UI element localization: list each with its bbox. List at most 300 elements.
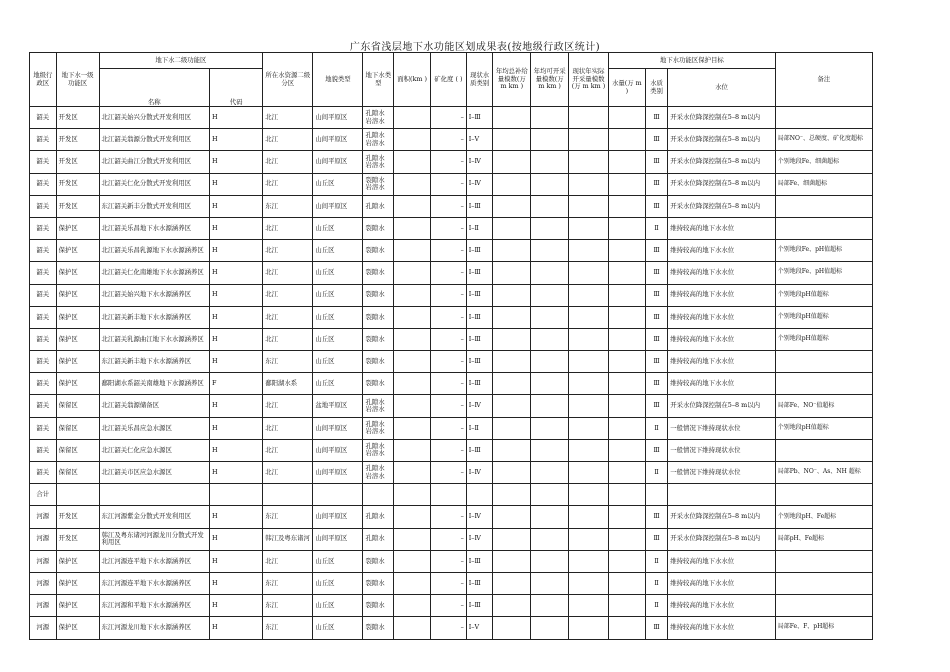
cell-area	[394, 417, 431, 439]
cell-name: 北江韶关乐昌乳源地下水水源涵养区	[99, 240, 209, 262]
cell-qnow: Ⅰ–Ⅲ	[466, 262, 493, 284]
cell-qclass: Ⅱ	[645, 462, 668, 484]
cell-note	[775, 107, 872, 129]
cell-actual	[569, 395, 609, 417]
cell-name: 东江河源紫金分散式开发利用区	[99, 506, 209, 528]
cell-water: 鄱阳湖水系	[263, 373, 313, 395]
cell-recharge	[493, 550, 531, 572]
cell-area	[394, 439, 431, 461]
cell-code: H	[210, 107, 263, 129]
header-level: 水位	[668, 69, 775, 107]
header-zone2-group: 地下水二级功能区	[99, 53, 263, 69]
cell-area	[394, 306, 431, 328]
cell-landform: 山丘区	[313, 595, 363, 617]
cell-zone1: 开发区	[56, 528, 99, 550]
cell-water: 北江	[263, 462, 313, 484]
cell-mineral: –	[430, 151, 466, 173]
cell-mineral: –	[430, 373, 466, 395]
cell-mineral: –	[430, 550, 466, 572]
header-landform: 地貌类型	[313, 53, 363, 107]
cell-type: 裂隙水 岩溶水	[363, 173, 394, 195]
cell-volume	[608, 240, 645, 262]
cell-actual	[569, 351, 609, 373]
cell-water: 北江	[263, 306, 313, 328]
cell-water: 东江	[263, 351, 313, 373]
cell-note: 局部Fe、细菌超标	[775, 173, 872, 195]
cell-recharge	[493, 240, 531, 262]
cell-qclass: Ⅲ	[645, 151, 668, 173]
table-row	[30, 484, 873, 506]
document-title: 广东省浅层地下水功能区划成果表(按地级行政区统计)	[349, 42, 601, 53]
cell-city: 韶关	[30, 195, 57, 217]
cell-area	[394, 284, 431, 306]
cell-qclass: Ⅱ	[645, 417, 668, 439]
cell-landform: 山丘区	[313, 373, 363, 395]
cell-code: H	[210, 284, 263, 306]
cell-city: 韶关	[30, 173, 57, 195]
cell-type: 孔隙水 岩溶水	[363, 462, 394, 484]
cell-water: 北江	[263, 129, 313, 151]
cell-level: 开采水位降深控制在5–8 m以内	[668, 107, 775, 129]
cell-area	[394, 262, 431, 284]
cell-water: 北江	[263, 328, 313, 350]
cell-city: 合计	[30, 484, 57, 506]
cell-level: 维持较高的地下水水位	[668, 595, 775, 617]
cell-name: 北江韶关仁化分散式开发利用区	[99, 173, 209, 195]
cell-name: 北江韶关仁化南雄地下水水源涵养区	[99, 262, 209, 284]
cell-level: 维持较高的地下水水位	[668, 262, 775, 284]
cell-exploitable	[531, 195, 569, 217]
cell-exploitable	[531, 528, 569, 550]
header-volume: 水量(万 m )	[608, 69, 645, 107]
cell-exploitable	[531, 439, 569, 461]
cell-area	[394, 173, 431, 195]
cell-note: 局部Pb、NO⁻、As、NH 超标	[775, 462, 872, 484]
cell-area	[394, 617, 431, 639]
cell-actual	[569, 284, 609, 306]
cell-city: 韶关	[30, 417, 57, 439]
cell-volume	[608, 417, 645, 439]
cell-exploitable	[531, 395, 569, 417]
cell-volume	[608, 595, 645, 617]
cell-water: 东江	[263, 617, 313, 639]
cell-area	[394, 217, 431, 239]
cell-qnow: Ⅰ–Ⅴ	[466, 617, 493, 639]
cell-city: 韶关	[30, 107, 57, 129]
cell-actual	[569, 550, 609, 572]
cell-zone1: 保护区	[56, 617, 99, 639]
cell-landform: 山丘区	[313, 550, 363, 572]
header-exploitable: 年均可开采量模数(万 m km )	[531, 53, 569, 107]
cell-code: H	[210, 129, 263, 151]
cell-name: 北江韶关翁源储备区	[99, 395, 209, 417]
cell-recharge	[493, 528, 531, 550]
cell-area	[394, 328, 431, 350]
cell-recharge	[493, 595, 531, 617]
cell-landform: 山间平原区	[313, 195, 363, 217]
cell-qnow: Ⅰ–Ⅱ	[466, 217, 493, 239]
cell-code: H	[210, 617, 263, 639]
cell-type: 裂隙水	[363, 262, 394, 284]
cell-landform: 山丘区	[313, 173, 363, 195]
cell-name: 北江韶关始兴分散式开发利用区	[99, 107, 209, 129]
cell-note	[775, 550, 872, 572]
cell-qnow: Ⅰ–Ⅲ	[466, 328, 493, 350]
cell-name: 北江韶关市区应急水源区	[99, 462, 209, 484]
cell-volume	[608, 107, 645, 129]
cell-code: H	[210, 395, 263, 417]
cell-note	[775, 195, 872, 217]
cell-exploitable	[531, 262, 569, 284]
cell-note: 局部NO⁻、总硬度、矿化度超标	[775, 129, 872, 151]
cell-zone1: 保护区	[56, 550, 99, 572]
cell-note: 局部Fe、F、pH超标	[775, 617, 872, 639]
cell-code: H	[210, 306, 263, 328]
cell-recharge	[493, 306, 531, 328]
cell-zone1: 保护区	[56, 217, 99, 239]
cell-level	[668, 484, 775, 506]
header-actual: 现状年实际开采量模数(万 m km )	[569, 53, 609, 107]
cell-landform: 山丘区	[313, 328, 363, 350]
cell-landform: 山间平原区	[313, 462, 363, 484]
cell-zone1	[56, 484, 99, 506]
cell-qnow: Ⅰ–Ⅴ	[466, 129, 493, 151]
cell-landform: 山间平原区	[313, 107, 363, 129]
cell-recharge	[493, 506, 531, 528]
cell-recharge	[493, 373, 531, 395]
cell-level: 开采水位降深控制在5–8 m以内	[668, 506, 775, 528]
cell-actual	[569, 506, 609, 528]
cell-water: 北江	[263, 284, 313, 306]
cell-qnow: Ⅰ–Ⅲ	[466, 306, 493, 328]
cell-type: 孔隙水 岩溶水	[363, 107, 394, 129]
cell-recharge	[493, 395, 531, 417]
cell-city: 韶关	[30, 373, 57, 395]
cell-mineral: –	[430, 595, 466, 617]
cell-recharge	[493, 462, 531, 484]
cell-note: 个别地段pH值超标	[775, 328, 872, 350]
cell-code: H	[210, 595, 263, 617]
cell-landform	[313, 484, 363, 506]
cell-qclass: Ⅲ	[645, 129, 668, 151]
cell-mineral: –	[430, 107, 466, 129]
cell-qclass: Ⅲ	[645, 173, 668, 195]
table-row	[30, 195, 873, 217]
cell-water: 北江	[263, 240, 313, 262]
cell-recharge	[493, 351, 531, 373]
cell-type: 裂隙水	[363, 617, 394, 639]
cell-city: 韶关	[30, 439, 57, 461]
cell-exploitable	[531, 595, 569, 617]
cell-recharge	[493, 484, 531, 506]
cell-qnow: Ⅰ–Ⅳ	[466, 395, 493, 417]
cell-recharge	[493, 195, 531, 217]
cell-area	[394, 129, 431, 151]
cell-name	[99, 484, 209, 506]
cell-note: 个别地段Fe、pH值超标	[775, 240, 872, 262]
cell-level: 维持较高的地下水水位	[668, 217, 775, 239]
cell-recharge	[493, 328, 531, 350]
table-row	[30, 617, 873, 639]
cell-note	[775, 572, 872, 594]
cell-level: 维持较高的地下水水位	[668, 306, 775, 328]
cell-recharge	[493, 129, 531, 151]
cell-zone1: 开发区	[56, 173, 99, 195]
cell-zone1: 保护区	[56, 328, 99, 350]
cell-volume	[608, 506, 645, 528]
cell-qnow: Ⅰ–Ⅳ	[466, 506, 493, 528]
cell-zone1: 保护区	[56, 306, 99, 328]
cell-code: H	[210, 550, 263, 572]
cell-note: 个别地段Fe、细菌超标	[775, 151, 872, 173]
cell-volume	[608, 462, 645, 484]
cell-volume	[608, 262, 645, 284]
cell-actual	[569, 572, 609, 594]
cell-zone1: 保留区	[56, 439, 99, 461]
cell-qclass: Ⅲ	[645, 395, 668, 417]
cell-type: 孔隙水	[363, 528, 394, 550]
cell-exploitable	[531, 173, 569, 195]
cell-note	[775, 439, 872, 461]
table-row	[30, 439, 873, 461]
cell-exploitable	[531, 284, 569, 306]
header-zone1: 地下水一级功能区	[56, 53, 99, 107]
cell-code: H	[210, 439, 263, 461]
cell-type	[363, 484, 394, 506]
cell-qnow: Ⅰ–Ⅳ	[466, 151, 493, 173]
header-recharge: 年均总补给量模数(万 m km )	[493, 53, 531, 107]
cell-type: 裂隙水	[363, 240, 394, 262]
cell-qclass: Ⅲ	[645, 195, 668, 217]
cell-code: H	[210, 506, 263, 528]
cell-volume	[608, 373, 645, 395]
header-code: 代码	[210, 69, 263, 107]
cell-recharge	[493, 173, 531, 195]
cell-type: 裂隙水	[363, 284, 394, 306]
cell-actual	[569, 373, 609, 395]
cell-city: 河源	[30, 572, 57, 594]
cell-type: 裂隙水	[363, 306, 394, 328]
cell-code: H	[210, 328, 263, 350]
table-row	[30, 262, 873, 284]
table-row	[30, 217, 873, 239]
cell-city: 韶关	[30, 217, 57, 239]
header-target-group: 地下水功能区保护目标	[608, 53, 775, 69]
cell-actual	[569, 173, 609, 195]
cell-zone1: 保护区	[56, 240, 99, 262]
cell-level: 维持较高的地下水水位	[668, 328, 775, 350]
cell-exploitable	[531, 484, 569, 506]
table-row	[30, 528, 873, 550]
cell-mineral	[430, 484, 466, 506]
cell-landform: 山丘区	[313, 284, 363, 306]
cell-qnow: Ⅰ–Ⅲ	[466, 373, 493, 395]
cell-volume	[608, 151, 645, 173]
cell-area	[394, 462, 431, 484]
cell-city: 韶关	[30, 151, 57, 173]
cell-mineral: –	[430, 417, 466, 439]
cell-code: H	[210, 462, 263, 484]
cell-exploitable	[531, 617, 569, 639]
cell-qnow: Ⅰ–Ⅳ	[466, 528, 493, 550]
cell-volume	[608, 484, 645, 506]
cell-mineral: –	[430, 617, 466, 639]
cell-actual	[569, 439, 609, 461]
cell-area	[394, 572, 431, 594]
cell-zone1: 保护区	[56, 595, 99, 617]
cell-mineral: –	[430, 240, 466, 262]
cell-exploitable	[531, 151, 569, 173]
cell-name: 北江河源连平地下水水源涵养区	[99, 550, 209, 572]
cell-level: 维持较高的地下水水位	[668, 351, 775, 373]
cell-volume	[608, 195, 645, 217]
cell-qnow: Ⅰ–Ⅲ	[466, 572, 493, 594]
cell-level: 维持较高的地下水水位	[668, 373, 775, 395]
cell-recharge	[493, 439, 531, 461]
cell-water: 北江	[263, 107, 313, 129]
header-quality-now: 现状水质类别	[466, 53, 493, 107]
cell-city: 韶关	[30, 328, 57, 350]
table-row	[30, 572, 873, 594]
cell-landform: 山间平原区	[313, 528, 363, 550]
cell-recharge	[493, 151, 531, 173]
cell-type: 裂隙水	[363, 217, 394, 239]
cell-landform: 山丘区	[313, 617, 363, 639]
cell-qnow: Ⅰ–Ⅳ	[466, 462, 493, 484]
cell-landform: 山间平原区	[313, 506, 363, 528]
cell-qclass: Ⅲ	[645, 506, 668, 528]
cell-level: 维持较高的地下水水位	[668, 240, 775, 262]
cell-note	[775, 373, 872, 395]
cell-mineral: –	[430, 129, 466, 151]
cell-exploitable	[531, 506, 569, 528]
cell-type: 裂隙水	[363, 595, 394, 617]
cell-landform: 山丘区	[313, 351, 363, 373]
cell-type: 孔隙水 岩溶水	[363, 439, 394, 461]
cell-level: 开采水位降深控制在5–8 m以内	[668, 173, 775, 195]
header-water-zone: 所在水资源二级分区	[263, 53, 313, 107]
cell-level: 维持较高的地下水水位	[668, 284, 775, 306]
cell-actual	[569, 462, 609, 484]
groundwater-function-table	[29, 52, 873, 640]
cell-exploitable	[531, 217, 569, 239]
table-row	[30, 351, 873, 373]
cell-water: 东江	[263, 195, 313, 217]
cell-mineral: –	[430, 306, 466, 328]
cell-note	[775, 217, 872, 239]
cell-note	[775, 351, 872, 373]
cell-city: 河源	[30, 550, 57, 572]
table-row	[30, 129, 873, 151]
cell-qclass: Ⅱ	[645, 572, 668, 594]
cell-volume	[608, 351, 645, 373]
cell-water: 北江	[263, 417, 313, 439]
cell-level: 开采水位降深控制在5–8 m以内	[668, 195, 775, 217]
cell-actual	[569, 417, 609, 439]
cell-volume	[608, 439, 645, 461]
cell-water: 东江	[263, 572, 313, 594]
cell-zone1: 保留区	[56, 395, 99, 417]
cell-area	[394, 395, 431, 417]
cell-qclass: Ⅲ	[645, 373, 668, 395]
cell-volume	[608, 217, 645, 239]
cell-type: 裂隙水	[363, 328, 394, 350]
cell-note: 个别地段pH值超标	[775, 284, 872, 306]
cell-qnow: Ⅰ–Ⅲ	[466, 351, 493, 373]
cell-city: 韶关	[30, 240, 57, 262]
cell-code: H	[210, 240, 263, 262]
cell-water: 北江	[263, 173, 313, 195]
cell-qclass: Ⅲ	[645, 328, 668, 350]
cell-mineral: –	[430, 284, 466, 306]
cell-code: H	[210, 173, 263, 195]
cell-actual	[569, 484, 609, 506]
table-row	[30, 417, 873, 439]
cell-mineral: –	[430, 217, 466, 239]
table-row	[30, 173, 873, 195]
table-row	[30, 328, 873, 350]
cell-city: 河源	[30, 506, 57, 528]
cell-volume	[608, 328, 645, 350]
cell-code: H	[210, 151, 263, 173]
cell-landform: 山丘区	[313, 572, 363, 594]
cell-water	[263, 484, 313, 506]
table-row	[30, 462, 873, 484]
cell-area	[394, 195, 431, 217]
cell-actual	[569, 217, 609, 239]
cell-actual	[569, 151, 609, 173]
header-area: 面积(km )	[394, 53, 431, 107]
cell-recharge	[493, 572, 531, 594]
cell-code: H	[210, 195, 263, 217]
cell-city: 韶关	[30, 395, 57, 417]
cell-qclass: Ⅲ	[645, 240, 668, 262]
cell-qnow: Ⅰ–Ⅲ	[466, 439, 493, 461]
cell-zone1: 保护区	[56, 373, 99, 395]
cell-type: 裂隙水	[363, 351, 394, 373]
cell-type: 孔隙水 岩溶水	[363, 151, 394, 173]
cell-name: 东江河源和平地下水水源涵养区	[99, 595, 209, 617]
cell-zone1: 开发区	[56, 129, 99, 151]
cell-landform: 山间平原区	[313, 151, 363, 173]
cell-note: 个别地段pH值超标	[775, 417, 872, 439]
cell-mineral: –	[430, 506, 466, 528]
cell-exploitable	[531, 107, 569, 129]
cell-note: 个别地段Fe、pH值超标	[775, 262, 872, 284]
cell-level: 一般情况下维持现状水位	[668, 462, 775, 484]
cell-zone1: 保护区	[56, 351, 99, 373]
cell-name: 韩江及粤东诸河河源龙川分散式开发利用区	[99, 528, 209, 550]
cell-volume	[608, 284, 645, 306]
cell-volume	[608, 617, 645, 639]
cell-city: 河源	[30, 595, 57, 617]
cell-name: 北江韶关乐昌应急水源区	[99, 417, 209, 439]
cell-zone1: 保留区	[56, 417, 99, 439]
table-row	[30, 595, 873, 617]
cell-qnow: Ⅰ–Ⅲ	[466, 550, 493, 572]
cell-mineral: –	[430, 462, 466, 484]
cell-volume	[608, 528, 645, 550]
cell-name: 东江韶关新丰分散式开发利用区	[99, 195, 209, 217]
cell-level: 维持较高的地下水水位	[668, 550, 775, 572]
cell-level: 开采水位降深控制在5–8 m以内	[668, 151, 775, 173]
cell-exploitable	[531, 417, 569, 439]
cell-note	[775, 484, 872, 506]
cell-note: 个别地段pH值超标	[775, 306, 872, 328]
cell-name: 鄱阳湖水系韶关南雄地下水源涵养区	[99, 373, 209, 395]
cell-qclass	[645, 484, 668, 506]
cell-exploitable	[531, 240, 569, 262]
